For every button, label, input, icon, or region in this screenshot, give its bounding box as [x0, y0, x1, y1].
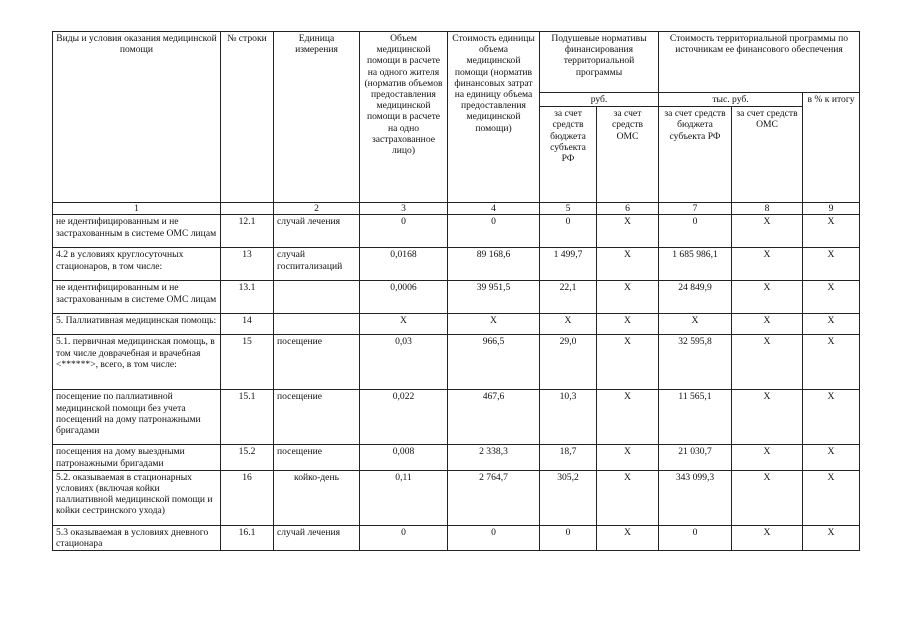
column-number: 5 — [540, 203, 597, 215]
column-number: 7 — [659, 203, 732, 215]
row-percent: Х — [803, 525, 860, 550]
row-number: 16.1 — [221, 525, 274, 550]
row-unit: случай госпитализаций — [274, 248, 360, 281]
header-volume: Объем медицинской помощи в расчете на одного жителя (норматив объемов предоставления медицинской помощи в расчете на одно застрахованное лицо) — [360, 32, 448, 203]
row-budget-rub: 18,7 — [540, 445, 597, 470]
row-unit: случай лечения — [274, 215, 360, 248]
row-number: 13.1 — [221, 281, 274, 314]
row-unit-cost: 467,6 — [448, 390, 540, 445]
row-unit-cost: 0 — [448, 525, 540, 550]
row-budget-thousand: 24 849,9 — [659, 281, 732, 314]
column-number: 1 — [53, 203, 221, 215]
table-body — [53, 215, 860, 551]
column-number: 4 — [448, 203, 540, 215]
header-oms-rub: за счет средств ОМС — [597, 107, 659, 203]
row-volume: 0,0168 — [360, 248, 448, 281]
row-budget-rub: 305,2 — [540, 470, 597, 525]
row-unit: посещение — [274, 445, 360, 470]
column-number: 9 — [803, 203, 860, 215]
row-budget-rub: Х — [540, 314, 597, 335]
row-percent: Х — [803, 445, 860, 470]
header-oms-thousand: за счет средств ОМС — [732, 107, 803, 203]
row-volume: 0,0006 — [360, 281, 448, 314]
table-row — [53, 215, 860, 248]
row-oms-rub: Х — [597, 248, 659, 281]
header-unit: Единица измерения — [274, 32, 360, 203]
row-budget-rub: 22,1 — [540, 281, 597, 314]
row-oms-thousand: Х — [732, 335, 803, 390]
table-row — [53, 248, 860, 281]
row-unit: койко-день — [274, 470, 360, 525]
table-row — [53, 314, 860, 335]
row-oms-thousand: Х — [732, 281, 803, 314]
row-number: 12.1 — [221, 215, 274, 248]
header-unit-thousand-rub: тыс. руб. — [659, 93, 803, 107]
row-label: не идентифицированным и не застрахованным в системе ОМС лицам — [53, 215, 221, 248]
row-oms-rub: Х — [597, 335, 659, 390]
row-percent: Х — [803, 314, 860, 335]
row-unit: случай лечения — [274, 525, 360, 550]
row-unit: посещение — [274, 390, 360, 445]
table-row — [53, 281, 860, 314]
row-budget-thousand: 0 — [659, 525, 732, 550]
column-number: 6 — [597, 203, 659, 215]
column-number: 3 — [360, 203, 448, 215]
row-budget-rub: 1 499,7 — [540, 248, 597, 281]
header-percent-total: в % к итогу — [803, 93, 860, 203]
row-oms-rub: Х — [597, 525, 659, 550]
row-oms-thousand: Х — [732, 470, 803, 525]
row-oms-thousand: Х — [732, 445, 803, 470]
table-row — [53, 390, 860, 445]
row-number: 14 — [221, 314, 274, 335]
row-label: 5.2. оказываемая в стационарных условиях (включая койки паллиативной медицинской помощи и койки сестринского ухода) — [53, 470, 221, 525]
row-budget-rub: 29,0 — [540, 335, 597, 390]
row-budget-thousand: 1 685 986,1 — [659, 248, 732, 281]
row-oms-thousand: Х — [732, 390, 803, 445]
row-budget-thousand: 11 565,1 — [659, 390, 732, 445]
row-label: посещения на дому выездными патронажными бригадами — [53, 445, 221, 470]
row-label: 4.2 в условиях круглосуточных стационаров, в том числе: — [53, 248, 221, 281]
header-per-capita: Подушевые нормативы финансирования территориальной программы — [540, 32, 659, 93]
row-number: 13 — [221, 248, 274, 281]
row-volume: 0 — [360, 525, 448, 550]
row-unit-cost: Х — [448, 314, 540, 335]
row-unit-cost: 2 338,3 — [448, 445, 540, 470]
row-oms-rub: Х — [597, 445, 659, 470]
row-number: 15.1 — [221, 390, 274, 445]
row-label: 5.1. первичная медицинская помощь, в том числе доврачебная и врачебная <******>, всего, в том числе: — [53, 335, 221, 390]
column-numbers-row — [53, 203, 860, 215]
row-volume: 0,008 — [360, 445, 448, 470]
row-oms-rub: Х — [597, 281, 659, 314]
row-oms-rub: Х — [597, 390, 659, 445]
row-unit — [274, 281, 360, 314]
row-oms-thousand: Х — [732, 525, 803, 550]
row-unit-cost: 2 764,7 — [448, 470, 540, 525]
row-budget-thousand: 0 — [659, 215, 732, 248]
row-label: 5.3 оказываемая в условиях дневного стационара — [53, 525, 221, 550]
column-number — [221, 203, 274, 215]
row-volume: 0,03 — [360, 335, 448, 390]
row-percent: Х — [803, 335, 860, 390]
row-oms-rub: Х — [597, 215, 659, 248]
row-number: 15 — [221, 335, 274, 390]
row-volume: 0,11 — [360, 470, 448, 525]
table-header — [53, 32, 860, 215]
row-unit — [274, 314, 360, 335]
row-volume: 0 — [360, 215, 448, 248]
header-unit-cost: Стоимость единицы объема медицинской помощи (норматив финансовых затрат на единицу объема предоставления медицинской помощи) — [448, 32, 540, 203]
header-row-number: № строки — [221, 32, 274, 203]
column-number: 8 — [732, 203, 803, 215]
row-percent: Х — [803, 215, 860, 248]
table-row — [53, 445, 860, 470]
row-budget-thousand: Х — [659, 314, 732, 335]
table-row — [53, 470, 860, 525]
table-row — [53, 525, 860, 550]
row-budget-thousand: 343 099,3 — [659, 470, 732, 525]
row-label: посещение по паллиативной медицинской помощи без учета посещений на дому патронажными бригадами — [53, 390, 221, 445]
row-number: 15.2 — [221, 445, 274, 470]
row-label: не идентифицированным и не застрахованным в системе ОМС лицам — [53, 281, 221, 314]
row-budget-rub: 0 — [540, 525, 597, 550]
row-volume: 0,022 — [360, 390, 448, 445]
financing-table — [52, 31, 860, 551]
row-label: 5. Паллиативная медицинская помощь: — [53, 314, 221, 335]
row-budget-rub: 10,3 — [540, 390, 597, 445]
header-program-cost: Стоимость территориальной программы по источникам ее финансового обеспечения — [659, 32, 860, 93]
header-unit-rub: руб. — [540, 93, 659, 107]
row-oms-thousand: Х — [732, 314, 803, 335]
row-oms-thousand: Х — [732, 248, 803, 281]
header-kind-conditions: Виды и условия оказания медицинской помощи — [53, 32, 221, 203]
row-budget-thousand: 32 595,8 — [659, 335, 732, 390]
row-unit-cost: 89 168,6 — [448, 248, 540, 281]
row-budget-thousand: 21 030,7 — [659, 445, 732, 470]
row-oms-rub: Х — [597, 470, 659, 525]
row-percent: Х — [803, 390, 860, 445]
row-unit-cost: 966,5 — [448, 335, 540, 390]
header-budget-rub: за счет средств бюджета субъекта РФ — [540, 107, 597, 203]
row-percent: Х — [803, 281, 860, 314]
row-oms-thousand: Х — [732, 215, 803, 248]
header-budget-thousand: за счет средств бюджета субъекта РФ — [659, 107, 732, 203]
row-unit-cost: 39 951,5 — [448, 281, 540, 314]
row-volume: Х — [360, 314, 448, 335]
table-row — [53, 335, 860, 390]
column-number: 2 — [274, 203, 360, 215]
row-oms-rub: Х — [597, 314, 659, 335]
row-percent: Х — [803, 248, 860, 281]
row-number: 16 — [221, 470, 274, 525]
row-budget-rub: 0 — [540, 215, 597, 248]
row-percent: Х — [803, 470, 860, 525]
row-unit-cost: 0 — [448, 215, 540, 248]
row-unit: посещение — [274, 335, 360, 390]
